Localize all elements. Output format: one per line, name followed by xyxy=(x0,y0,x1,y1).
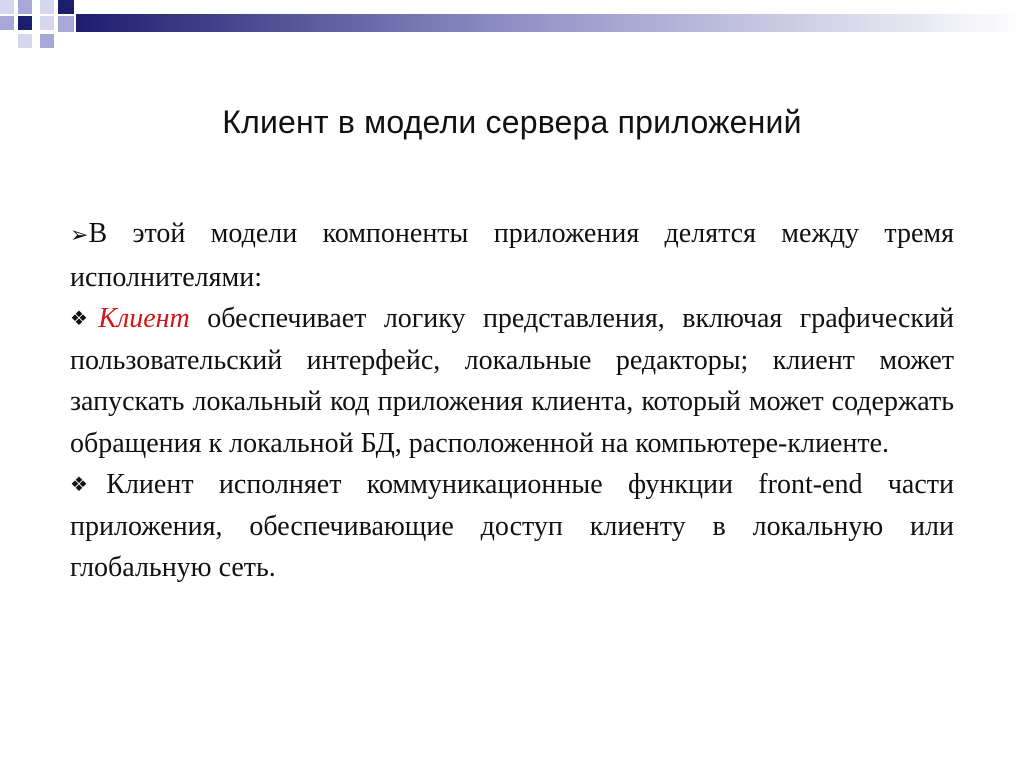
deco-square xyxy=(40,16,54,30)
header-decoration xyxy=(0,0,1024,60)
item-text: Клиент исполняет коммуникационные функции front-end части приложения, обеспечивающие доступ клиенту в локальную или глобальную сеть. xyxy=(70,469,954,583)
diamond-bullet-icon: ❖ xyxy=(70,472,107,496)
deco-square xyxy=(18,34,32,48)
item-text: обеспечивает логику представления, включая графический пользовательский интерфейс, локальные редакторы; клиент может запускать локальный код приложения клиента, который может содержать обращения к локальной БД, расположенной на компьютере-клиенте. xyxy=(70,303,954,459)
highlighted-term: Клиент xyxy=(98,303,190,334)
slide-body xyxy=(70,213,954,589)
deco-square xyxy=(58,0,74,14)
arrow-bullet-icon: ➢ xyxy=(70,223,89,248)
list-item xyxy=(70,298,954,464)
deco-square xyxy=(18,0,32,14)
deco-square xyxy=(0,0,14,14)
diamond-bullet-icon: ❖ xyxy=(70,306,99,330)
deco-square xyxy=(40,34,54,48)
item-text: В этой модели компоненты приложения делятся между тремя исполнителями: xyxy=(70,218,954,293)
deco-square xyxy=(40,0,54,14)
header-gradient-bar xyxy=(76,14,1024,32)
list-item xyxy=(70,464,954,589)
deco-square xyxy=(0,16,14,30)
list-item xyxy=(70,213,954,298)
deco-square xyxy=(18,16,32,30)
slide-title: Клиент в модели сервера приложений xyxy=(222,104,802,140)
deco-square xyxy=(58,16,74,32)
